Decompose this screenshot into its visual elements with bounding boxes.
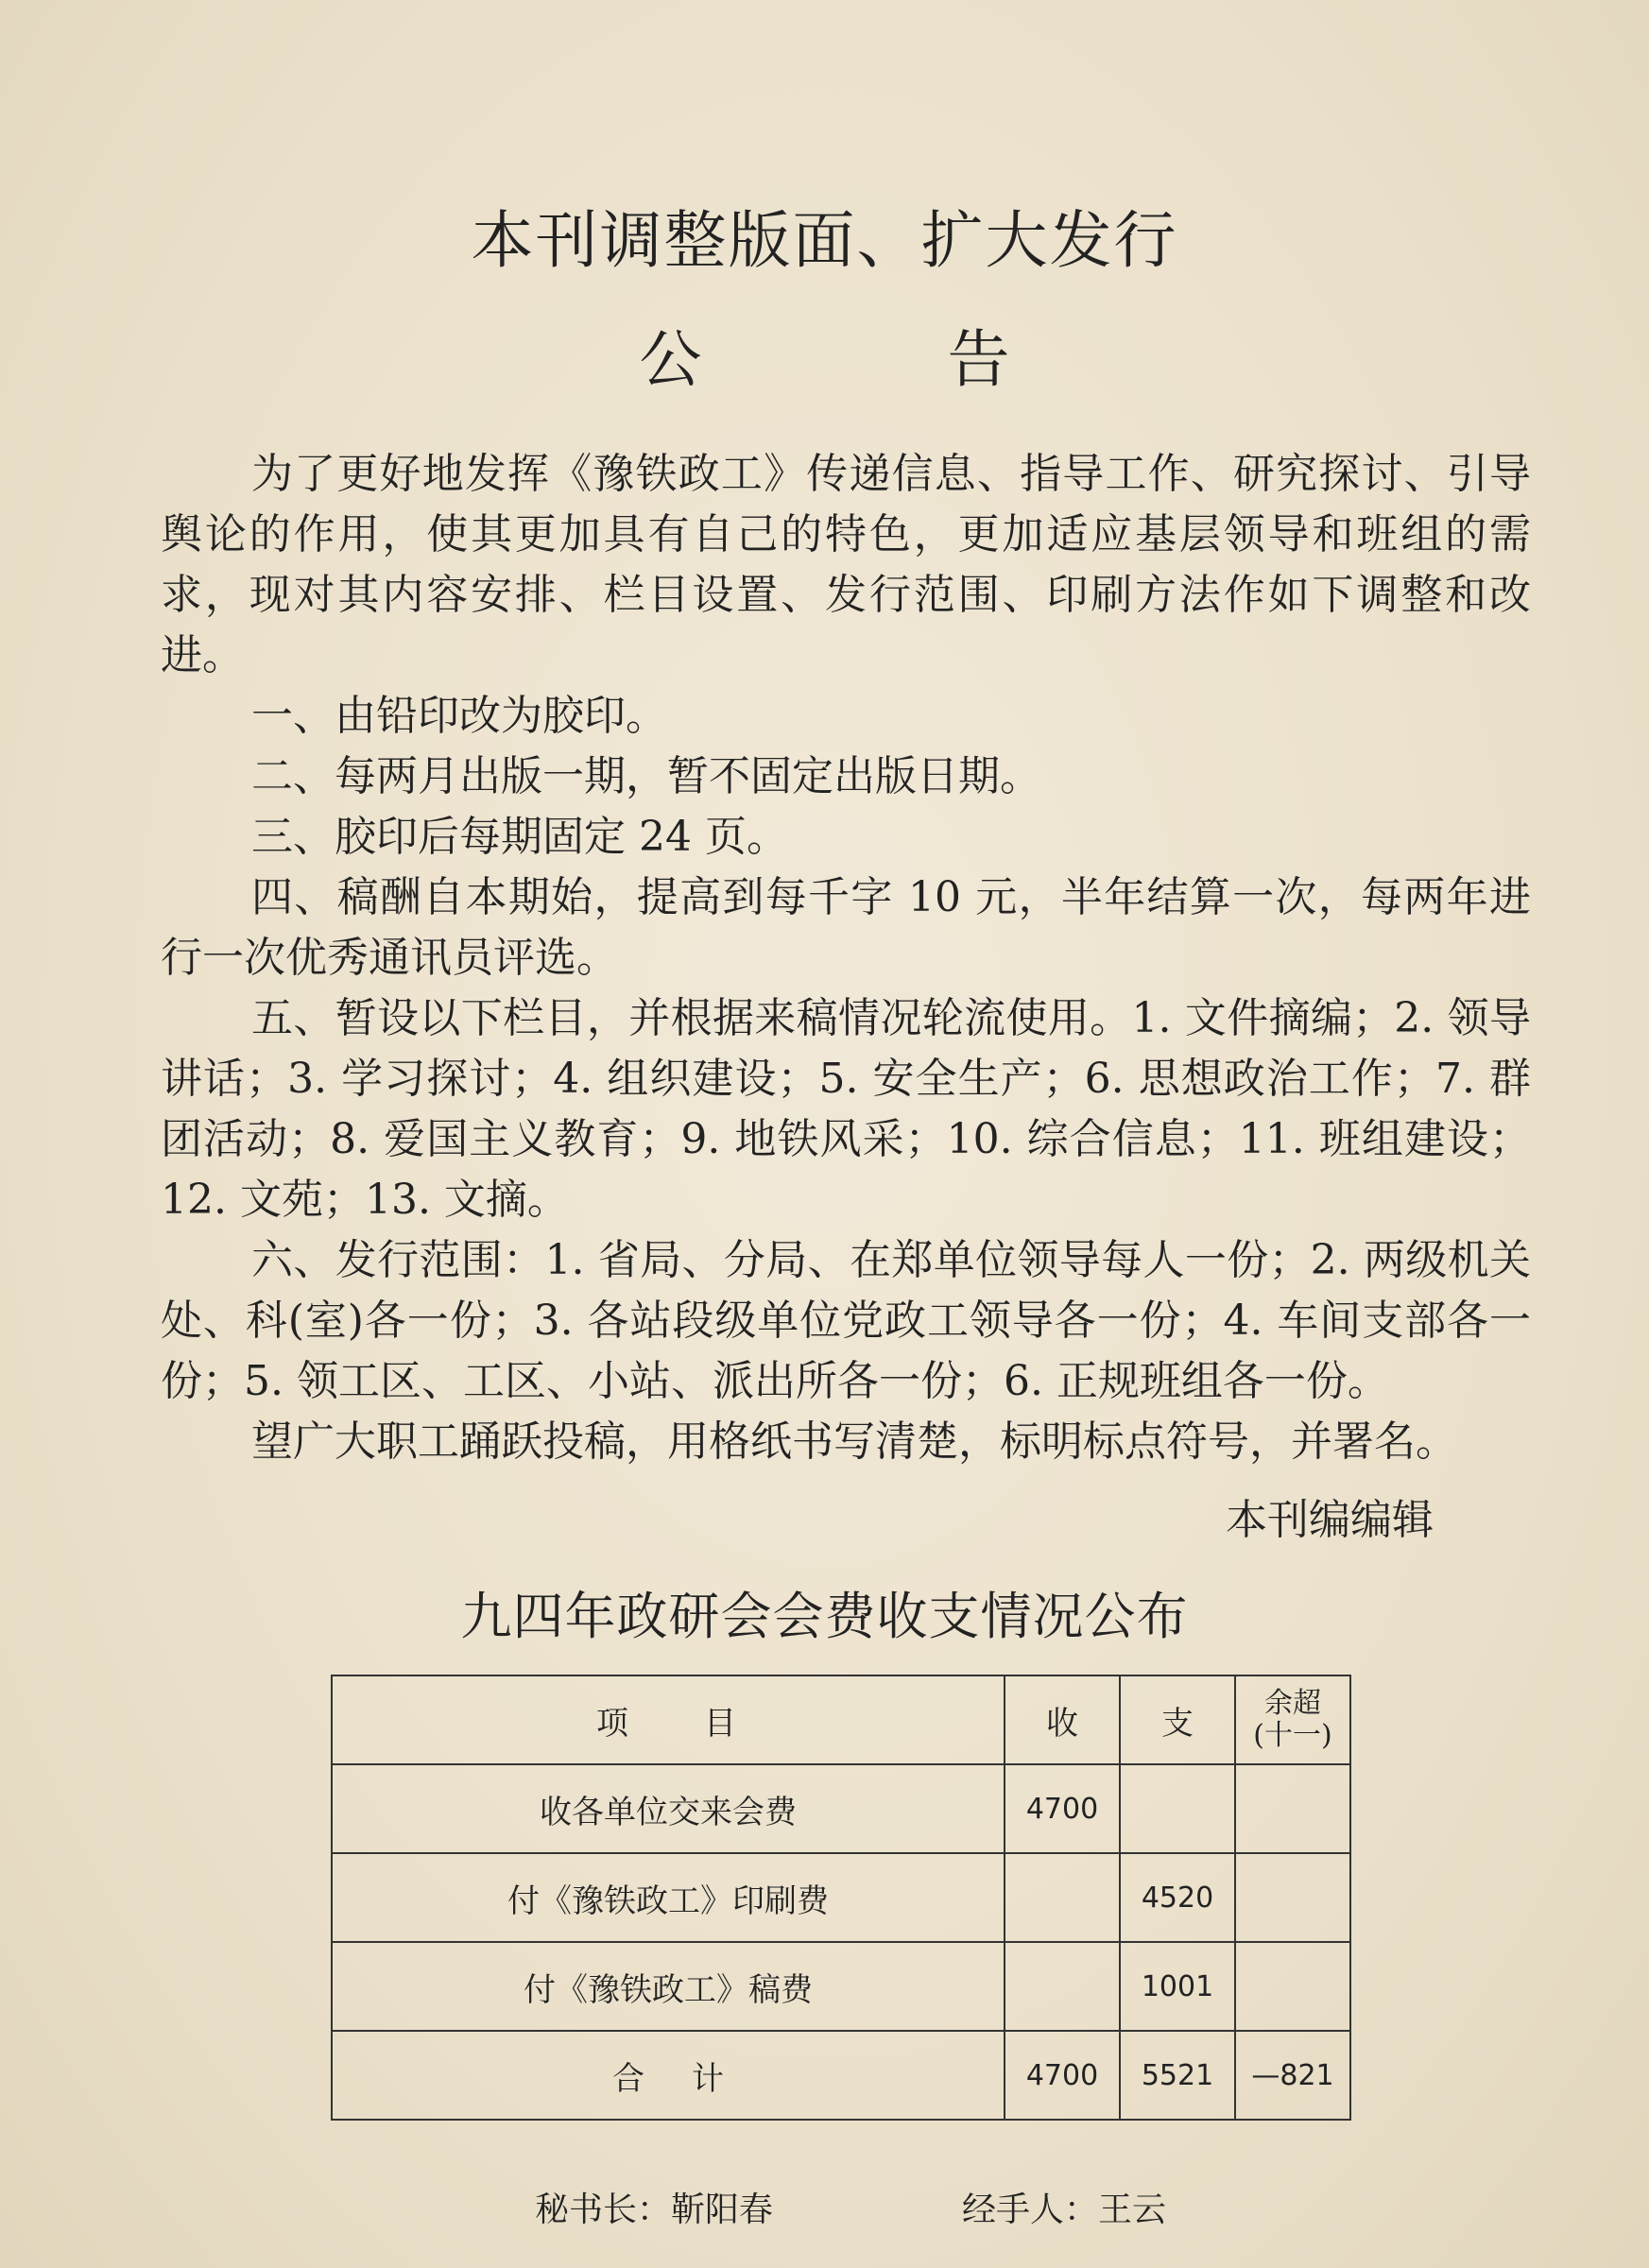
fees-table <box>331 1675 1351 2121</box>
table-row <box>332 1764 1350 1853</box>
total-balance: —821 <box>1235 2031 1350 2120</box>
notice-body <box>161 444 1531 1472</box>
row-income <box>1005 1942 1120 2031</box>
fees-header-row <box>332 1675 1350 1764</box>
notice-paragraph: 一、由铅印改为胶印。 <box>251 692 667 740</box>
notice-subtitle <box>0 323 1649 396</box>
table-row <box>332 1942 1350 2031</box>
total-item: 合计 <box>332 2031 1005 2120</box>
row-expense: 1001 <box>1120 1942 1235 2031</box>
row-expense <box>1120 1764 1235 1853</box>
footer-secretary <box>535 2183 773 2231</box>
subtitle-char-2: 告 <box>947 323 1010 396</box>
header-expense: 支 <box>1120 1675 1235 1764</box>
table-row <box>332 1853 1350 1942</box>
notice-title: 本刊调整版面、扩大发行 <box>471 204 1178 277</box>
notice-paragraph: 四、稿酬自本期始，提高到每千字 10 元，半年结算一次，每两年进行一次优秀通讯员评选。 <box>161 873 1531 982</box>
row-balance <box>1235 1764 1350 1853</box>
notice-paragraph: 六、发行范围：1. 省局、分局、在郑单位领导每人一份；2. 两级机关处、科(室)各一份；3. 各站段级单位党政工领导各一份；4. 车间支部各一份；5. 领工区、工区、小站、派出所各一份；6. 正规班组各一份。 <box>161 1236 1531 1405</box>
notice-paragraph: 望广大职工踊跃投稿，用格纸书写清楚，标明标点符号，并署名。 <box>251 1418 1457 1466</box>
header-balance-line1: 余超 <box>1264 1687 1321 1720</box>
total-expense: 5521 <box>1120 2031 1235 2120</box>
row-item: 付《豫铁政工》印刷费 <box>332 1853 1005 1942</box>
notice-paragraph: 五、暂设以下栏目，并根据来稿情况轮流使用。1. 文件摘编；2. 领导讲话；3. 学习探讨；4. 组织建设；5. 安全生产；6. 思想政治工作；7. 群团活动；8. 爱国主义教育；9. 地铁风采；10. 综合信息；11. 班组建设；12. 文苑；13. 文摘。 <box>161 994 1531 1224</box>
fees-title: 九四年政研会会费收支情况公布 <box>460 1587 1189 1646</box>
row-income: 4700 <box>1005 1764 1120 1853</box>
header-item: 项 目 <box>332 1675 1005 1764</box>
handler-label: 经手人： <box>962 2191 1099 2229</box>
subtitle-char-1: 公 <box>639 323 702 396</box>
header-balance-line2: (十一) <box>1253 1719 1332 1752</box>
row-income <box>1005 1853 1120 1942</box>
header-balance <box>1235 1675 1350 1764</box>
total-row <box>332 2031 1350 2120</box>
secretary-name: 靳阳春 <box>671 2191 774 2229</box>
secretary-label: 秘书长： <box>535 2191 672 2229</box>
header-income: 收 <box>1005 1675 1120 1764</box>
row-item: 付《豫铁政工》稿费 <box>332 1942 1005 2031</box>
row-balance <box>1235 1942 1350 2031</box>
footer-handler <box>962 2183 1166 2231</box>
notice-paragraph: 二、每两月出版一期，暂不固定出版日期。 <box>251 752 1041 800</box>
row-expense: 4520 <box>1120 1853 1235 1942</box>
row-item: 收各单位交来会费 <box>332 1764 1005 1853</box>
handler-name: 王云 <box>1098 2191 1167 2229</box>
notice-paragraph: 为了更好地发挥《豫铁政工》传递信息、指导工作、研究探讨、引导舆论的作用，使其更加具有自己的特色，更加适应基层领导和班组的需求，现对其内容安排、栏目设置、发行范围、印刷方法作如下调整和改进。 <box>161 450 1531 679</box>
notice-paragraph: 三、胶印后每期固定 24 页。 <box>251 813 788 861</box>
total-income: 4700 <box>1005 2031 1120 2120</box>
row-balance <box>1235 1853 1350 1942</box>
notice-signature: 本刊编编辑 <box>1226 1496 1434 1544</box>
